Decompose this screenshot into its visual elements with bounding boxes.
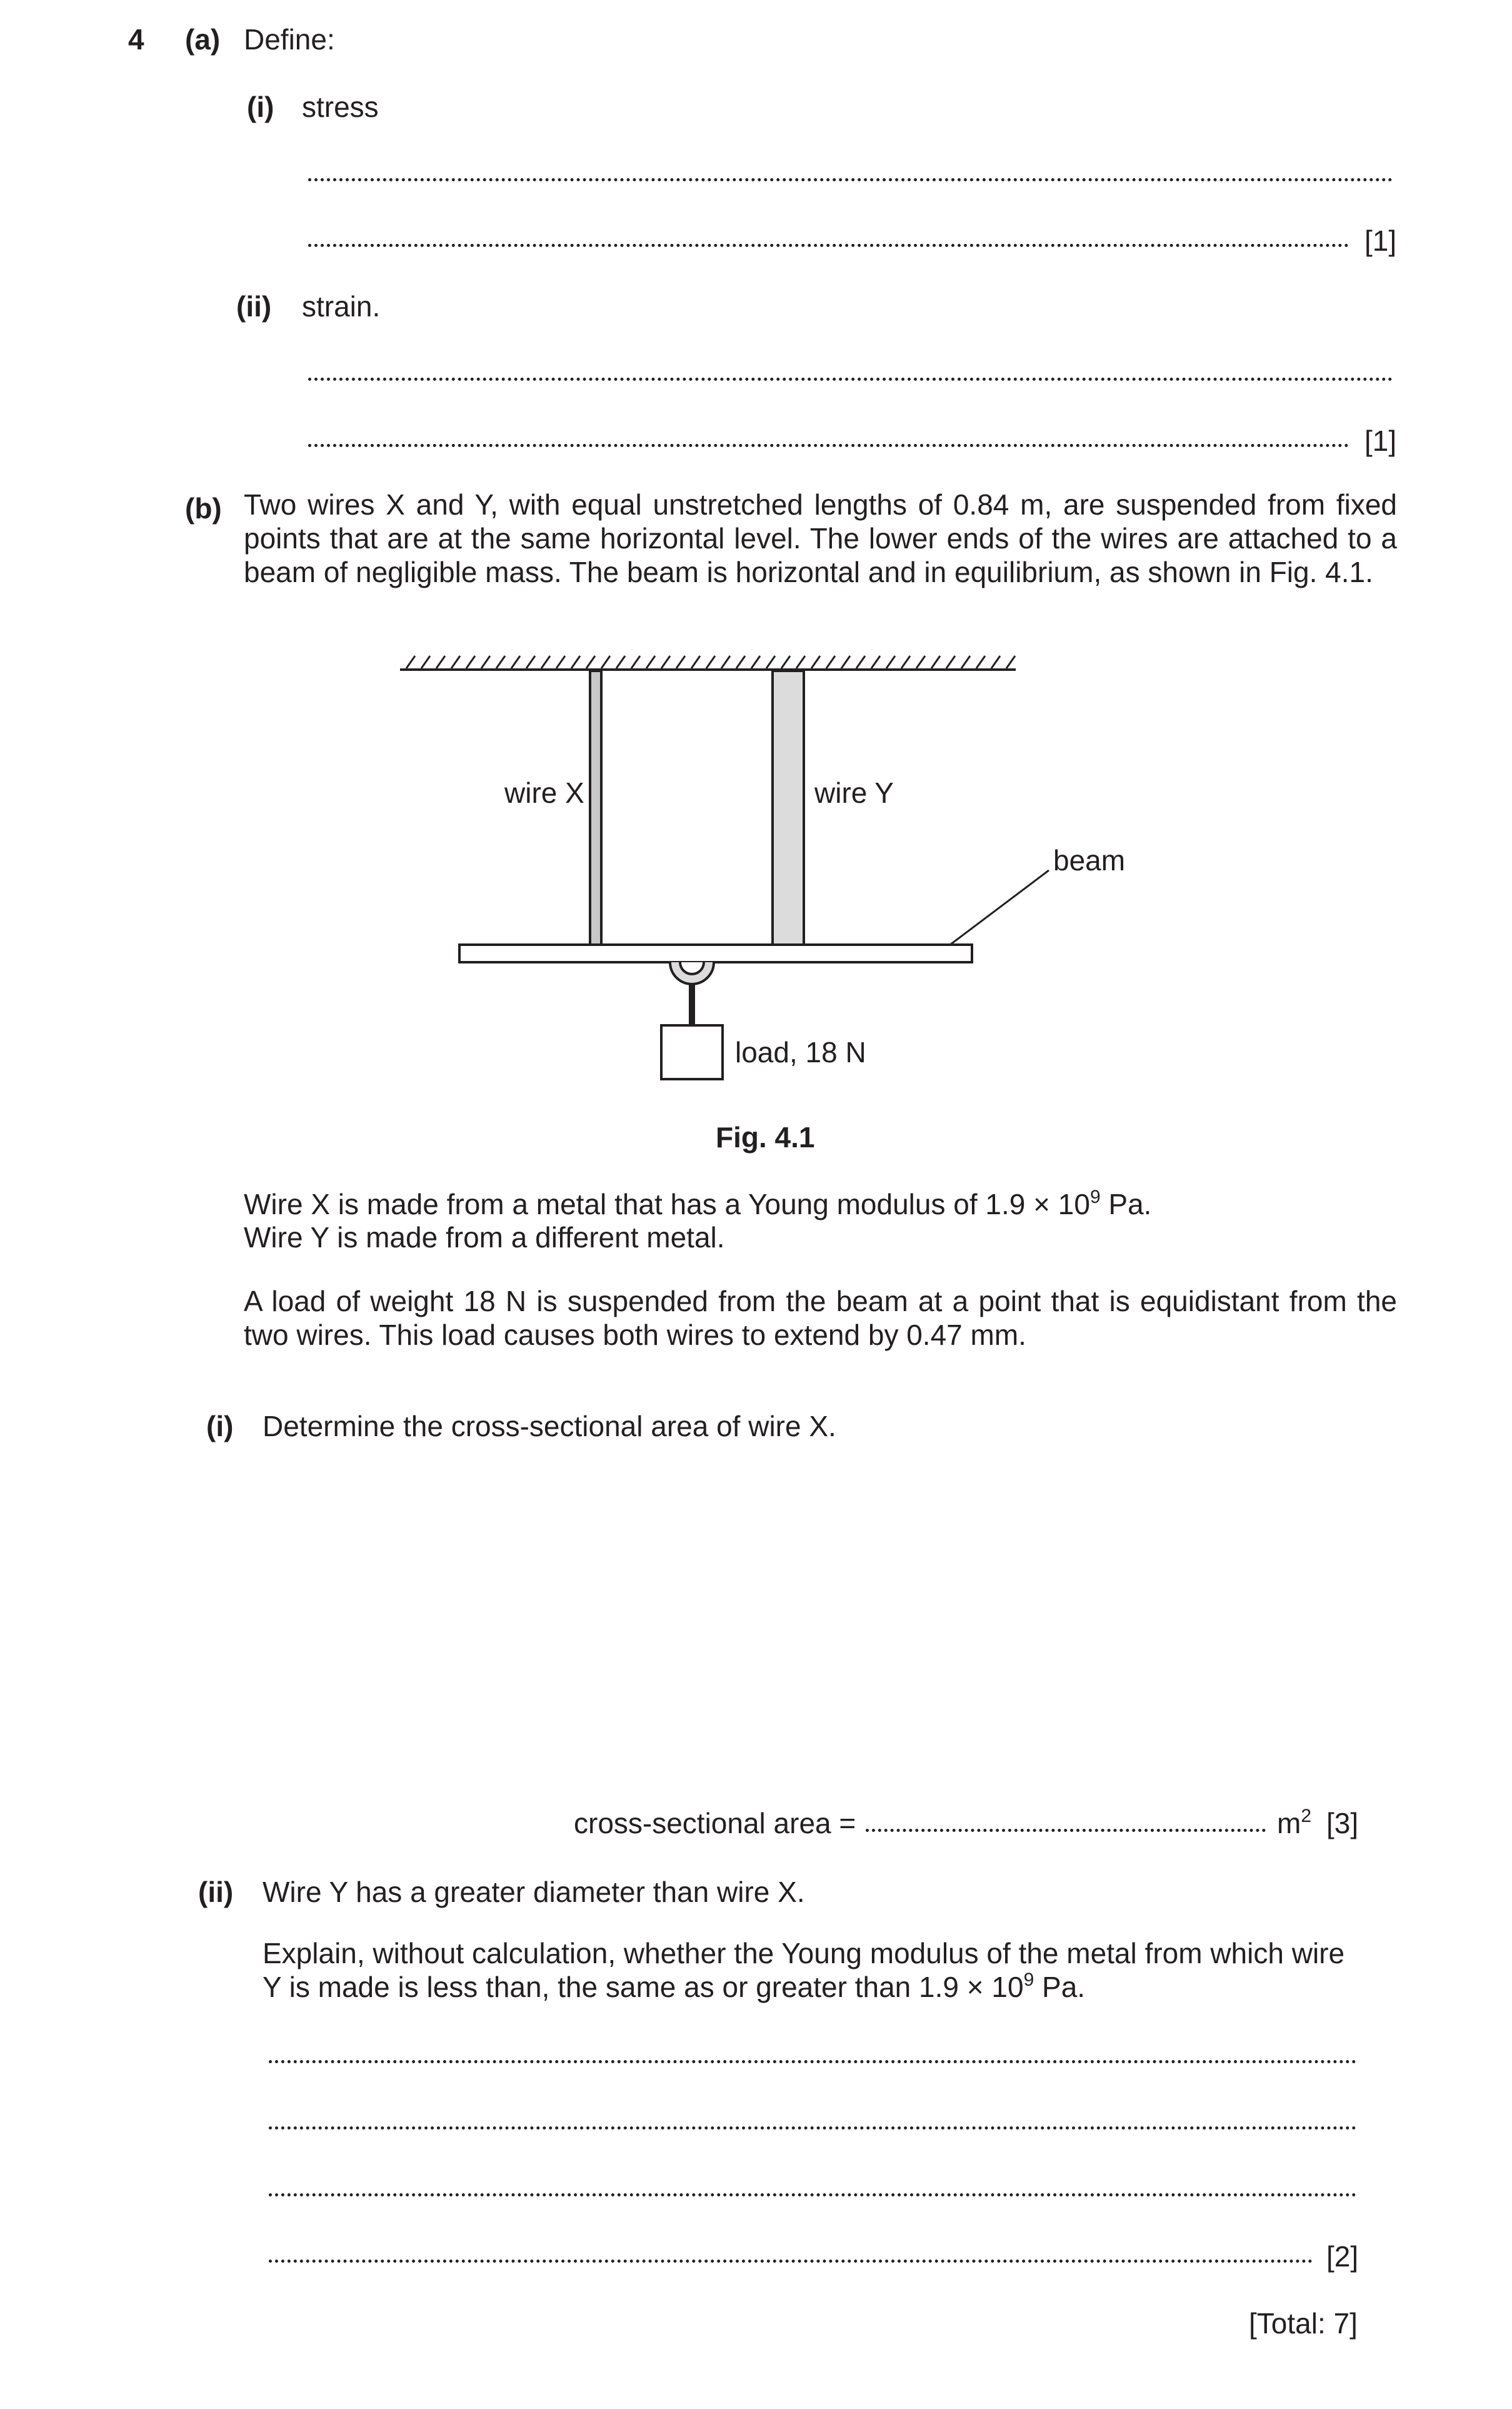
answer-label: cross-sectional area = <box>574 1807 856 1839</box>
part-a-i-text: stress <box>302 91 379 123</box>
beam-pointer-line <box>950 870 1049 945</box>
part-b-ii-label: (ii) <box>198 1876 234 1908</box>
part-b-intro: Two wires X and Y, with equal unstretched lengths of 0.84 m, are suspended from fixed points that are at the same horizontal level. The lower ends of the wires are attached to a beam of negligible mass. The beam is horizontal and in equilibrium, as shown in Fig. 4.1. <box>244 488 1397 588</box>
answer-unit: $m^2$ <box>1277 1806 1312 1839</box>
figure-4-1 <box>0 0 1512 1188</box>
part-a-prompt: Define: <box>244 23 335 56</box>
answer-line[interactable] <box>269 2193 1356 2196</box>
part-b-i-label: (i) <box>206 1410 234 1442</box>
info-line-2: Wire Y is made from a different metal. <box>244 1221 725 1254</box>
part-b-label: (b) <box>185 492 222 525</box>
info-line-1: Wire X is made from a metal that has a Young modulus of $1.9 \times 10^9$ Pa. <box>244 1187 1152 1220</box>
load-block <box>661 1025 723 1079</box>
part-b-i-text: Determine the cross-sectional area of wire X. <box>263 1410 836 1442</box>
answer-line[interactable] <box>866 1829 1266 1832</box>
part-b-ii-paragraph: Explain, without calculation, whether the Young modulus of the metal from which wire Y is made is less than, the same as or greater than $1.9 \times 10^9$ Pa. <box>263 1937 1345 2003</box>
answer-line[interactable] <box>269 2060 1356 2063</box>
wire-y-label: wire Y <box>814 777 894 809</box>
mark-allocation: [3] <box>1326 1807 1359 1839</box>
info-paragraph-2: A load of weight 18 N is suspended from the beam at a point that is equidistant from the two wires. This load causes both wires to extend by 0.47 mm. <box>244 1285 1397 1351</box>
answer-line[interactable] <box>269 2126 1356 2130</box>
wire-y <box>773 671 804 945</box>
wire-x-label: wire X <box>504 777 584 809</box>
exponent: 2 <box>1301 1806 1312 1826</box>
figure-caption: Fig. 4.1 <box>716 1121 815 1154</box>
ceiling-support <box>400 656 1016 670</box>
beam-label: beam <box>1053 844 1126 877</box>
load-label: load, 18 N <box>735 1036 866 1069</box>
part-a-i-label: (i) <box>247 91 274 123</box>
part-a-ii-text: strain. <box>302 290 381 323</box>
hook-ring-inner <box>680 962 704 974</box>
part-a-ii-label: (ii) <box>236 290 272 323</box>
mark-allocation: [2] <box>1326 2240 1359 2273</box>
exponent: 9 <box>1089 1187 1101 1207</box>
exponent: 9 <box>1023 1969 1034 1990</box>
mark-allocation: [1] <box>1364 425 1397 457</box>
part-b-ii-text: Wire Y has a greater diameter than wire X. <box>263 1876 805 1908</box>
total-marks: [Total: 7] <box>1249 2307 1358 2340</box>
part-a-label: (a) <box>185 23 221 56</box>
question-number: 4 <box>128 23 144 56</box>
beam <box>459 945 972 962</box>
mark-allocation: [1] <box>1364 224 1397 257</box>
answer-line[interactable] <box>269 2260 1313 2263</box>
wire-x <box>590 671 601 945</box>
